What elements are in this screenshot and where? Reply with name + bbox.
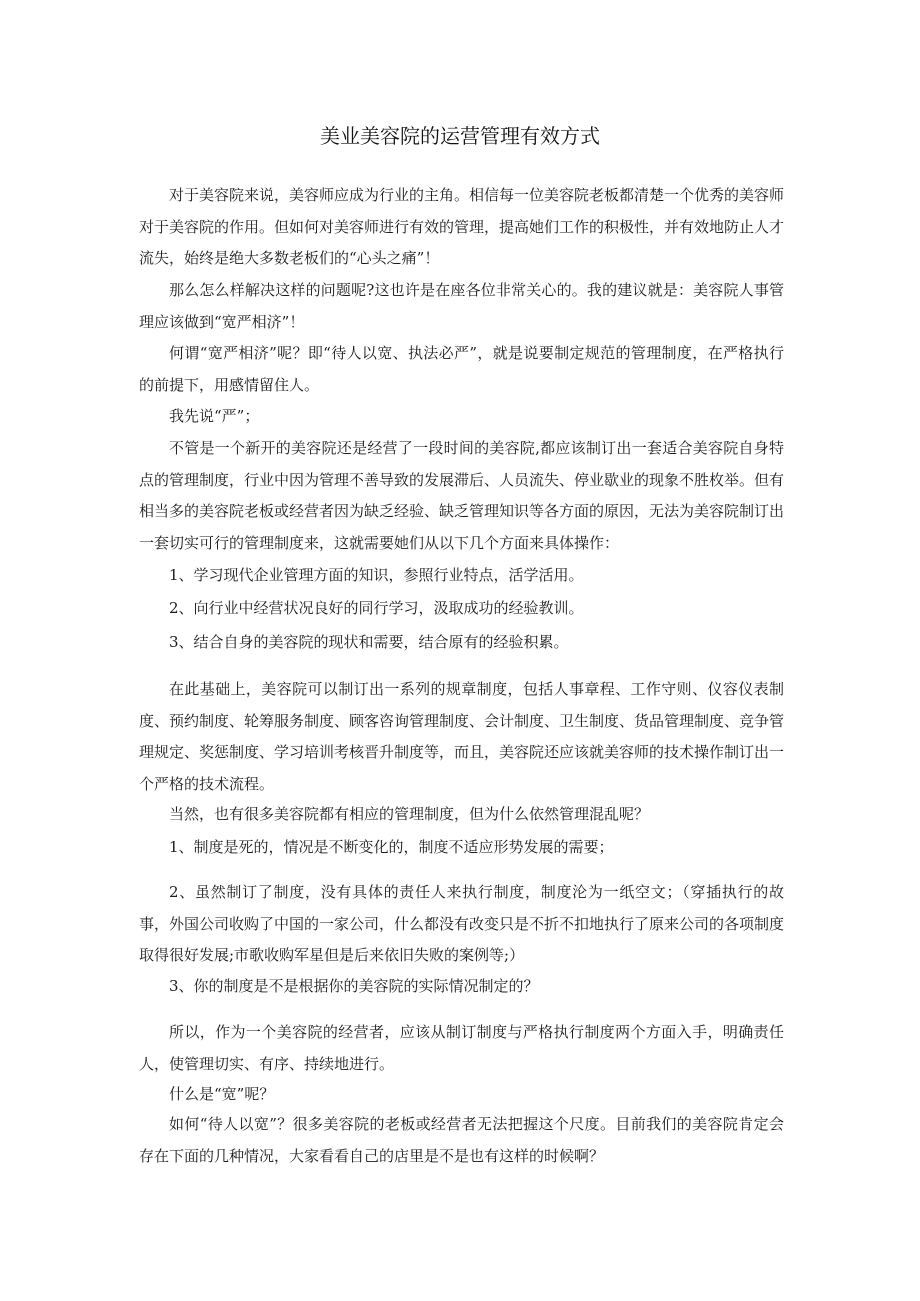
list-item-6: 3、你的制度是不是根据你的美容院的实际情况制定的？ (169, 977, 539, 995)
paragraph-4: 我先说“严”； (169, 407, 260, 425)
list-item-5: 2、虽然制订了制度，没有具体的责任人来执行制度，制度沦为一纸空文；（穿插执行的故事，外国公司收购了中国的一家公司，什么都没有改变只是不折不扣地执行了原来公司的各项制度取得很好发展;市歌收购军星但是后来依旧失败的案例等;） (139, 883, 785, 964)
paragraph-7: 当然，也有很多美容院都有相应的管理制度，但为什么依然管理混乱呢？ (169, 805, 650, 823)
paragraph-5: 不管是一个新开的美容院还是经营了一段时间的美容院,都应该制订出一套适合美容院自身特点的管理制度，行业中因为管理不善导致的发展滞后、人员流失、停业歇业的现象不胜枚举。但有相当多的美容院老板或经营者因为缺乏经验、缺乏管理知识等各方面的原因，无法为美容院制订出一套切实可行的管理制度来，这就需要她们从以下几个方面来具体操作： (139, 439, 785, 552)
list-item-4: 1、制度是死的，情况是不断变化的，制度不适应形势发展的需要； (169, 838, 614, 856)
paragraph-1: 对于美容院来说，美容师应成为行业的主角。相信每一位美容院老板都清楚一个优秀的美容师对于美容院的作用。但如何对美容师进行有效的管理，提高她们工作的积极性，并有效地防止人才流失，始终是绝大多数老板们的“心头之痛”！ (139, 186, 785, 267)
document-title: 美业美容院的运营管理有效方式 (320, 124, 600, 148)
paragraph-3: 何谓“宽严相济”呢？即“待人以宽、执法必严”，就是说要制定规范的管理制度，在严格执行的前提下，用感情留住人。 (139, 344, 784, 394)
paragraph-10: 如何“待人以宽”？很多美容院的老板或经营者无法把握这个尺度。目前我们的美容院肯定会存在下面的几种情况，大家看看自己的店里是不是也有这样的时候啊？ (139, 1115, 784, 1165)
list-item-1: 1、学习现代企业管理方面的知识，参照行业特点，活学活用。 (169, 566, 584, 584)
paragraph-9: 什么是“宽”呢？ (169, 1085, 275, 1103)
paragraph-2: 那么怎么样解决这样的问题呢?这也许是在座各位非常关心的。我的建议就是：美容院人事管理应该做到“宽严相济”！ (139, 281, 784, 331)
list-item-2: 2、向行业中经营状况良好的同行学习，汲取成功的经验教训。 (169, 599, 584, 617)
list-item-3: 3、结合自身的美容院的现状和需要，结合原有的经验积累。 (169, 633, 569, 651)
paragraph-6: 在此基础上，美容院可以制订出一系列的规章制度，包括人事章程、工作守则、仪容仪表制度、预约制度、轮筹服务制度、顾客咨询管理制度、会计制度、卫生制度、货品管理制度、竞争管理规定、奖惩制度、学习培训考核晋升制度等，而且，美容院还应该就美容师的技术操作制订出一个严格的技术流程。 (139, 680, 785, 793)
paragraph-8: 所以，作为一个美容院的经营者，应该从制订制度与严格执行制度两个方面入手，明确责任人，使管理切实、有序、持续地进行。 (139, 1023, 784, 1073)
